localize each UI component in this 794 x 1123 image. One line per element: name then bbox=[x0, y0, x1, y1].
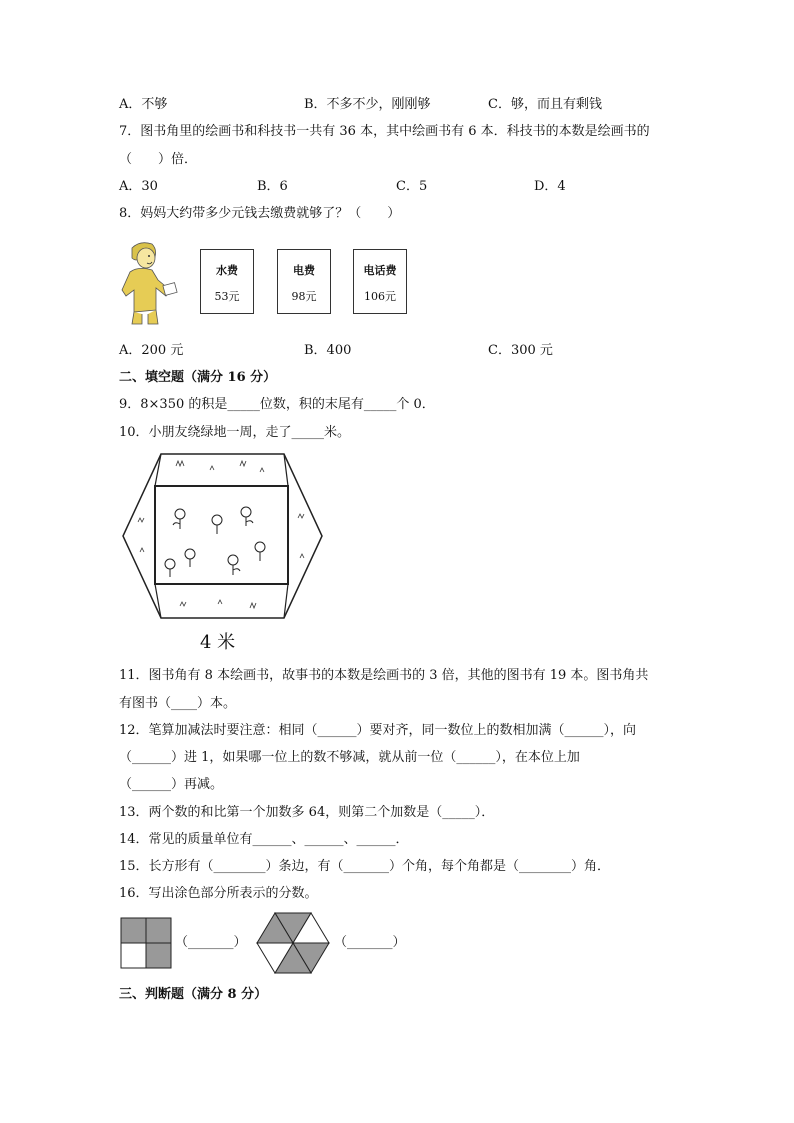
bill-electricity-amount: 98元 bbox=[291, 290, 317, 303]
bill-phone-title: 电话费 bbox=[363, 264, 397, 277]
q16-blank1: （_______） bbox=[175, 935, 247, 950]
bill-water bbox=[200, 249, 254, 314]
hexagon-garden-figure bbox=[120, 452, 325, 622]
q7-option-a: A．30 bbox=[119, 179, 158, 194]
bill-phone-amount: 106元 bbox=[364, 290, 396, 303]
q7-option-c: C．5 bbox=[396, 179, 428, 194]
q12-text-line1: 12．笔算加减法时要注意：相同（______）要对齐，同一数位上的数相加满（______），向 bbox=[119, 723, 637, 738]
bill-water-title: 水费 bbox=[216, 264, 238, 277]
q11-text-line1: 11．图书角有 8 本绘画书，故事书的本数是绘画书的 3 倍，其他的图书有 19 本。图书角共 bbox=[119, 668, 649, 683]
bill-phone bbox=[353, 249, 407, 314]
q8-option-b: B．400 bbox=[304, 343, 352, 358]
q6-option-a: A．不够 bbox=[119, 97, 168, 112]
mother-illustration bbox=[118, 240, 180, 326]
q7-text-line2: （ ）倍． bbox=[119, 152, 198, 167]
q13-text: 13．两个数的和比第一个加数多 64，则第二个加数是（_____）． bbox=[119, 805, 495, 820]
q8-option-a: A．200 元 bbox=[119, 343, 184, 358]
q16-blank2: （_______） bbox=[334, 935, 406, 950]
q6-option-c: C．够，而且有剩钱 bbox=[488, 97, 602, 112]
q14-text: 14．常见的质量单位有______、______、______． bbox=[119, 832, 409, 847]
bill-water-amount: 53元 bbox=[214, 290, 240, 303]
q9-text: 9．8×350 的积是_____位数，积的末尾有_____个 0． bbox=[119, 397, 435, 412]
q16-text: 16．写出涂色部分所表示的分数。 bbox=[119, 886, 318, 901]
q8-option-c: C．300 元 bbox=[488, 343, 553, 358]
q7-text-line1: 7．图书角里的绘画书和科技书一共有 36 本，其中绘画书有 6 本．科技书的本数是绘画书的 bbox=[119, 124, 650, 139]
q7-option-b: B．6 bbox=[257, 179, 288, 194]
bill-electricity-title: 电费 bbox=[293, 264, 315, 277]
shaded-square-figure bbox=[120, 917, 172, 969]
q12-text-line2: （______）进 1，如果哪一位上的数不够减，就从前一位（______），在本位上加 bbox=[119, 750, 580, 765]
figure-label: 4 米 bbox=[200, 632, 236, 653]
shaded-hexagon-figure bbox=[256, 912, 330, 974]
q12-text-line3: （______）再减。 bbox=[119, 777, 224, 792]
q15-text: 15．长方形有（________）条边，有（_______）个角，每个角都是（________）角． bbox=[119, 859, 611, 874]
q11-text-line2: 有图书（____）本。 bbox=[119, 696, 237, 711]
section2-heading: 二、填空题（满分 16 分） bbox=[119, 370, 277, 385]
q8-text: 8．妈妈大约带多少元钱去缴费就够了？（ ） bbox=[119, 206, 401, 221]
section3-heading: 三、判断题（满分 8 分） bbox=[119, 987, 268, 1002]
q7-option-d: D．4 bbox=[534, 179, 566, 194]
q6-option-b: B．不多不少，刚刚够 bbox=[304, 97, 431, 112]
bill-electricity bbox=[277, 249, 331, 314]
q10-text: 10．小朋友绕绿地一周，走了_____米。 bbox=[119, 425, 351, 440]
